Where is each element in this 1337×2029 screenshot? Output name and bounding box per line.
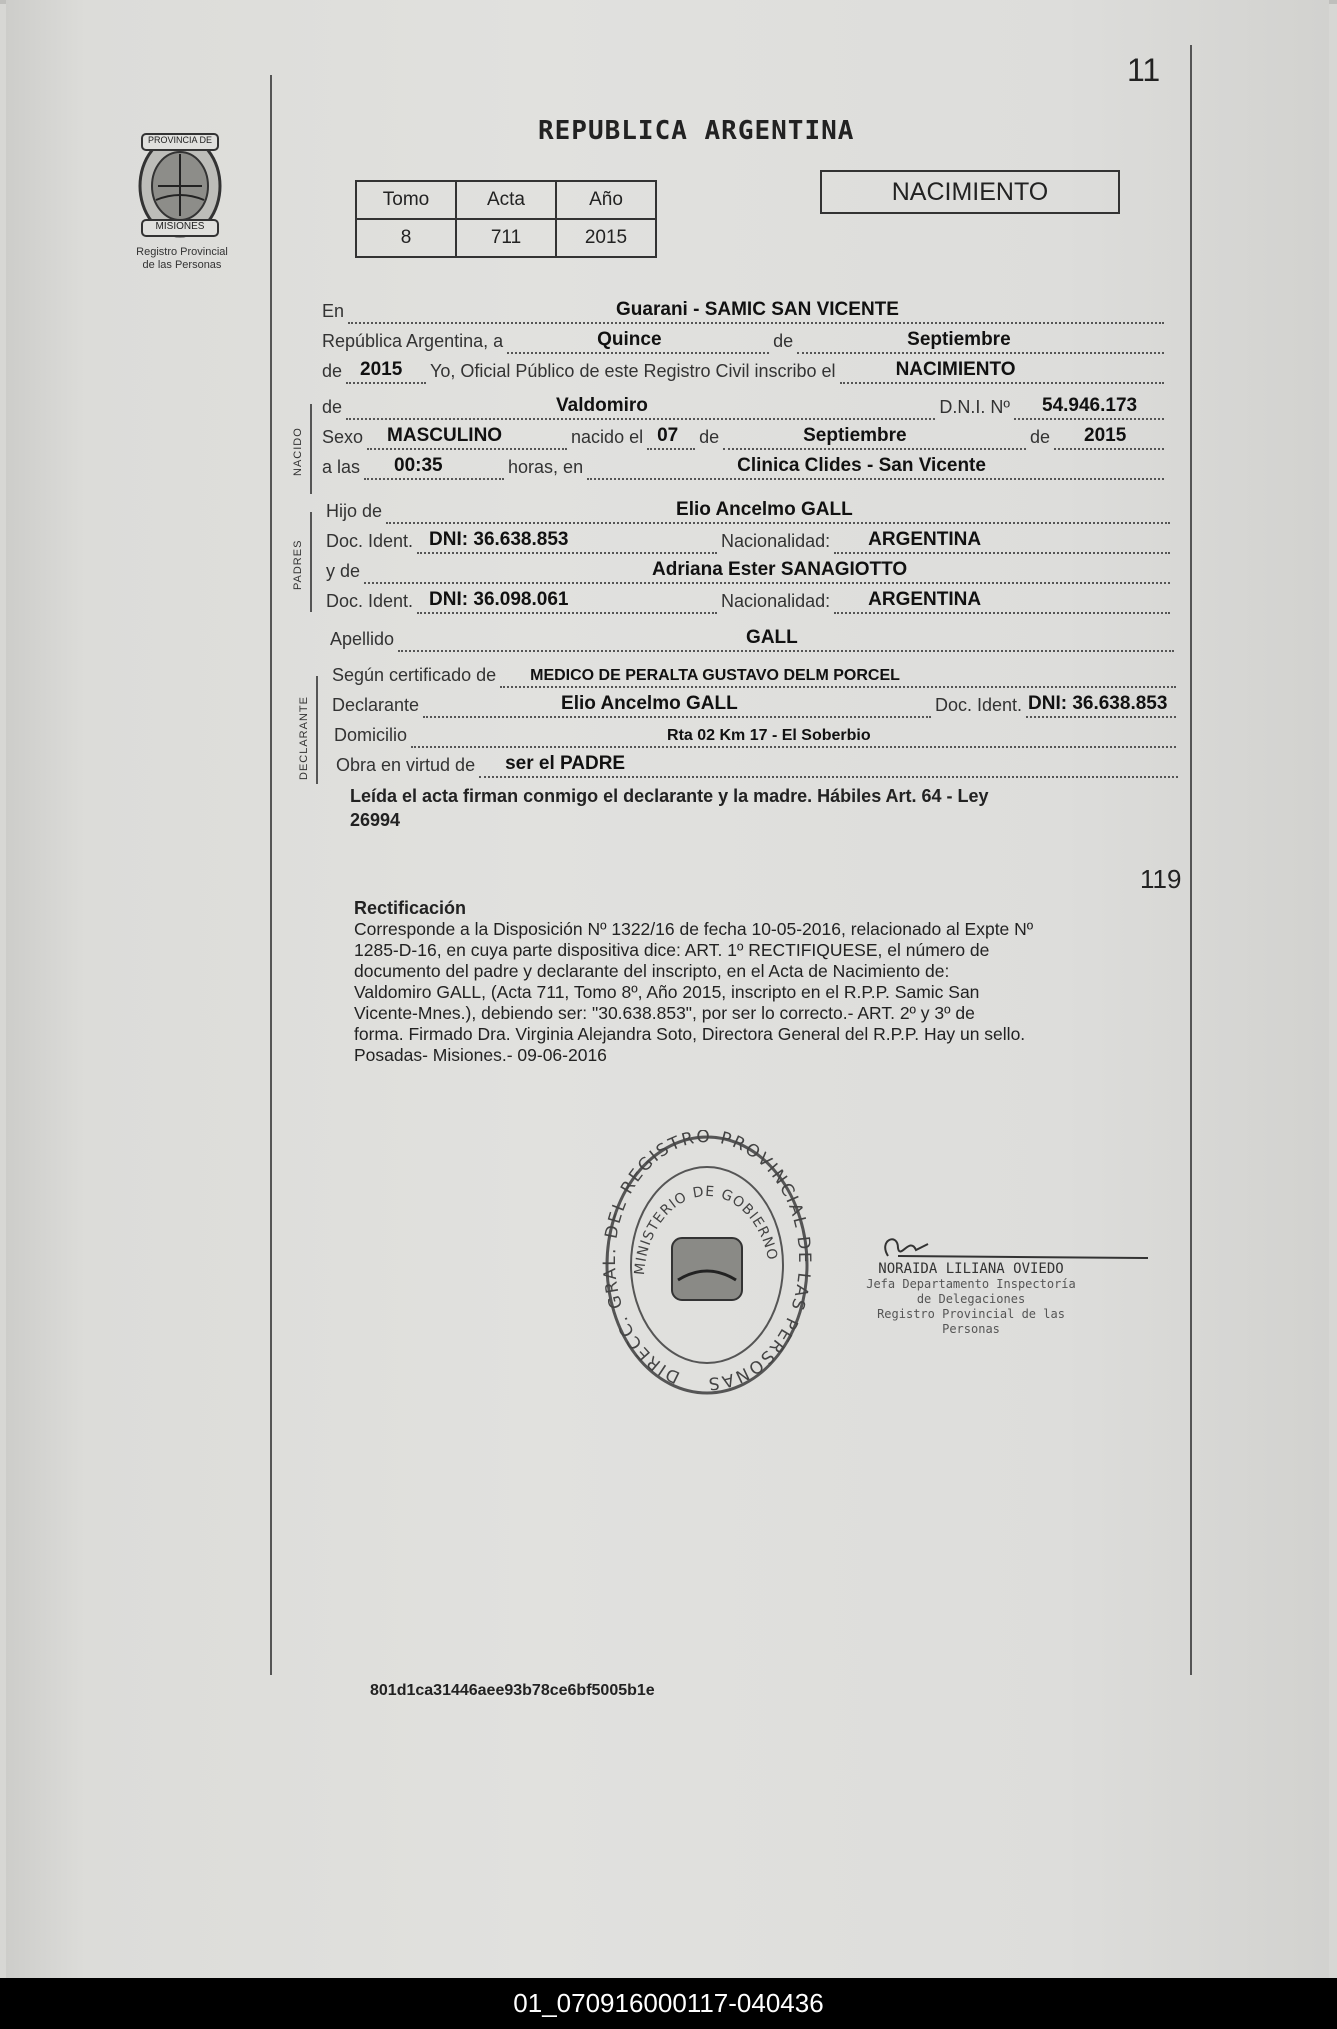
- crest-label: [114, 246, 250, 272]
- label-en: En: [322, 301, 345, 321]
- rectification-line: Valdomiro GALL, (Acta 711, Tomo 8º, Año 2015, inscripto en el R.P.P. Samic San: [354, 982, 980, 1002]
- declarante-bar: [316, 676, 318, 784]
- dots-name: [346, 396, 935, 420]
- rectification-line: 1285-D-16, en cuya parte dispositiva dice: ART. 1º RECTIFIQUESE, el número de: [354, 940, 990, 960]
- value-mother: Adriana Ester SANAGIOTTO: [652, 559, 908, 580]
- rectification-line: Vicente-Mnes.), debiendo ser: "30.638.853", por ser lo correcto.- ART. 2º y 3º de: [354, 1003, 975, 1023]
- dots-address: [411, 724, 1176, 748]
- label-obra: Obra en virtud de: [336, 755, 476, 775]
- rectification-title: Rectificación: [354, 898, 467, 918]
- dots-birth-day: [647, 426, 695, 450]
- label-declarante-side: DECLARANTE: [298, 696, 310, 780]
- value-inscribe: NACIMIENTO: [895, 359, 1016, 380]
- value-declarant: Elio Ancelmo GALL: [561, 693, 738, 714]
- dots-mother: [364, 560, 1170, 584]
- registry-table: [355, 180, 657, 258]
- closing-note-line2: 26994: [350, 810, 401, 830]
- row-en: [322, 300, 1168, 324]
- label-a-las: a las: [322, 457, 361, 477]
- label-de-1: de: [773, 331, 794, 351]
- row-sexo: [322, 426, 1168, 450]
- label-sexo: Sexo: [322, 427, 364, 447]
- label-nacido-el: nacido el: [571, 427, 644, 447]
- dots-month: [797, 330, 1164, 354]
- signature-mark: [868, 1226, 1148, 1266]
- document-hash: 801d1ca31446aee93b78ce6bf5005b1e: [370, 1682, 655, 1699]
- label-segun: Según certificado de: [332, 665, 497, 685]
- label-padres: PADRES: [292, 539, 304, 590]
- row-declarante: [332, 694, 1180, 718]
- value-name: Valdomiro: [556, 395, 648, 416]
- signature-office: Registro Provincial de las Personas: [877, 1307, 1065, 1336]
- row-name: [322, 396, 1168, 420]
- row-a-las: [322, 456, 1168, 480]
- rectification-line: Corresponde a la Disposición Nº 1322/16 de fecha 10-05-2016, relacionado al Expte Nº: [354, 919, 1034, 939]
- document-title: REPUBLICA ARGENTINA: [538, 116, 855, 146]
- left-margin-line: [270, 75, 272, 1675]
- dots-day: [507, 330, 769, 354]
- note-number: 119: [1140, 864, 1182, 894]
- label-declarante: Declarante: [332, 695, 420, 715]
- registry-value-row: [356, 219, 656, 257]
- dots-birth-place: [587, 456, 1164, 480]
- label-y-de: y de: [326, 561, 361, 581]
- row-oficial: [322, 360, 1168, 384]
- label-nacido: NACIDO: [292, 427, 304, 476]
- dots-time: [364, 456, 504, 480]
- stamp-outer-text: DIRECC. GRAL. DEL REGISTRO PROVINCIAL DE LAS PERSONAS: [600, 1130, 814, 1394]
- value-mother-nat: ARGENTINA: [868, 589, 982, 610]
- padres-bar: [310, 512, 312, 612]
- dots-father-nat: [834, 530, 1170, 554]
- dots-surname: [398, 628, 1174, 652]
- act-type-box: NACIMIENTO: [820, 170, 1120, 214]
- value-father-doc: DNI: 36.638.853: [429, 529, 569, 550]
- dots-mother-nat: [834, 590, 1170, 614]
- label-nat-father: Nacionalidad:: [721, 531, 831, 551]
- label-de-4: de: [699, 427, 720, 447]
- row-y-de: [326, 560, 1174, 584]
- label-de-3: de: [322, 397, 343, 417]
- dots-birth-year: [1054, 426, 1164, 450]
- value-place: Guarani - SAMIC SAN VICENTE: [616, 299, 899, 320]
- label-apellido: Apellido: [330, 629, 395, 649]
- value-acta: 711: [456, 219, 556, 257]
- page-number: 11: [1127, 52, 1161, 88]
- crest-bottom-text: MISIONES: [155, 221, 205, 232]
- dots-father-doc: [417, 530, 717, 554]
- value-birth-month: Septiembre: [803, 425, 907, 446]
- rectification-line: Posadas- Misiones.- 09-06-2016: [354, 1045, 607, 1065]
- crest-label-line2: de las Personas: [142, 259, 222, 271]
- value-mother-doc: DNI: 36.098.061: [429, 589, 569, 610]
- label-doc-mother: Doc. Ident.: [326, 591, 414, 611]
- value-address: Rta 02 Km 17 - El Soberbio: [667, 727, 871, 744]
- row-mother-doc: [326, 590, 1174, 614]
- value-year: 2015: [360, 359, 403, 380]
- dots-declarant: [423, 694, 931, 718]
- rectification-line: forma. Firmado Dra. Virginia Alejandra Soto, Directora General del R.P.P. Hay un sello.: [354, 1024, 1026, 1044]
- value-surname: GALL: [746, 627, 798, 648]
- signature-name: NORAIDA LILIANA OVIEDO: [878, 1261, 1064, 1277]
- value-birth-year: 2015: [1084, 425, 1127, 446]
- nacido-bar: [310, 404, 312, 494]
- row-father-doc: [326, 530, 1174, 554]
- row-segun: [332, 664, 1180, 688]
- header-acta: Acta: [456, 181, 556, 219]
- closing-note-line1: Leída el acta firman conmigo el declarante y la madre. Hábiles Art. 64 - Ley: [350, 786, 989, 806]
- value-day: Quince: [597, 329, 662, 350]
- label-de-2: de: [322, 361, 343, 381]
- label-oficial: Yo, Oficial Público de este Registro Civil inscribo el: [430, 361, 836, 381]
- stamp-inner-text: MINISTERIO DE GOBIERNO: [631, 1183, 781, 1276]
- crest-banner-text: PROVINCIA DE: [147, 135, 212, 145]
- rectification-block: [354, 898, 1184, 1066]
- dots-inscribe: [840, 360, 1164, 384]
- dots-dni: [1014, 396, 1164, 420]
- value-certificate: MEDICO DE PERALTA GUSTAVO DELM PORCEL: [530, 667, 900, 684]
- label-dni: D.N.I. Nº: [939, 397, 1010, 417]
- label-horas: horas, en: [508, 457, 584, 477]
- value-ano: 2015: [556, 219, 656, 257]
- dots-birth-month: [723, 426, 1026, 450]
- value-birth-day: 07: [657, 425, 679, 446]
- label-hijo: Hijo de: [326, 501, 383, 521]
- row-apellido: [330, 628, 1178, 652]
- dots-declarant-doc: [1026, 694, 1176, 718]
- row-obra: [336, 754, 1182, 778]
- rectification-line: documento del padre y declarante del inscripto, en el Acta de Nacimiento de:: [354, 961, 950, 981]
- dots-father: [386, 500, 1170, 524]
- signature-role2: de Delegaciones: [916, 1292, 1026, 1306]
- dots-mother-doc: [417, 590, 717, 614]
- value-birth-place: Clinica Clides - San Vicente: [737, 455, 986, 476]
- value-father-nat: ARGENTINA: [868, 529, 982, 550]
- label-domicilio: Domicilio: [334, 725, 408, 745]
- row-domicilio: [334, 724, 1180, 748]
- crest-label-line1: Registro Provincial: [136, 246, 228, 258]
- label-doc-declarant: Doc. Ident.: [934, 695, 1022, 715]
- row-hijo: [326, 500, 1174, 524]
- dots-certificate: [500, 664, 1176, 688]
- dots-sex: [367, 426, 567, 450]
- value-dni: 54.946.173: [1042, 395, 1138, 416]
- dots-place: [348, 300, 1164, 324]
- value-month: Septiembre: [907, 329, 1011, 350]
- official-stamp: [600, 1130, 814, 1400]
- label-doc-father: Doc. Ident.: [326, 531, 414, 551]
- label-de-5: de: [1029, 427, 1050, 447]
- label-republica: República Argentina, a: [322, 331, 504, 351]
- value-capacity: ser el PADRE: [505, 753, 626, 774]
- value-declarant-doc: DNI: 36.638.853: [1028, 693, 1168, 714]
- right-margin-line: [1190, 45, 1192, 1675]
- header-ano: Año: [556, 181, 656, 219]
- dots-year: [346, 360, 426, 384]
- label-nat-mother: Nacionalidad:: [721, 591, 831, 611]
- signature-block: [846, 1262, 1096, 1337]
- closing-note: [350, 784, 1170, 832]
- dots-capacity: [479, 754, 1178, 778]
- value-time: 00:35: [394, 455, 443, 476]
- header-tomo: Tomo: [356, 181, 456, 219]
- value-father: Elio Ancelmo GALL: [676, 499, 853, 520]
- value-tomo: 8: [356, 219, 456, 257]
- signature-role1: Jefa Departamento Inspectoría: [866, 1277, 1076, 1291]
- registry-header-row: [356, 181, 656, 219]
- province-crest: [128, 120, 232, 244]
- row-republica: [322, 330, 1168, 354]
- footer-id: 01_070916000117-040436: [0, 1978, 1337, 2029]
- value-sex: MASCULINO: [387, 425, 503, 446]
